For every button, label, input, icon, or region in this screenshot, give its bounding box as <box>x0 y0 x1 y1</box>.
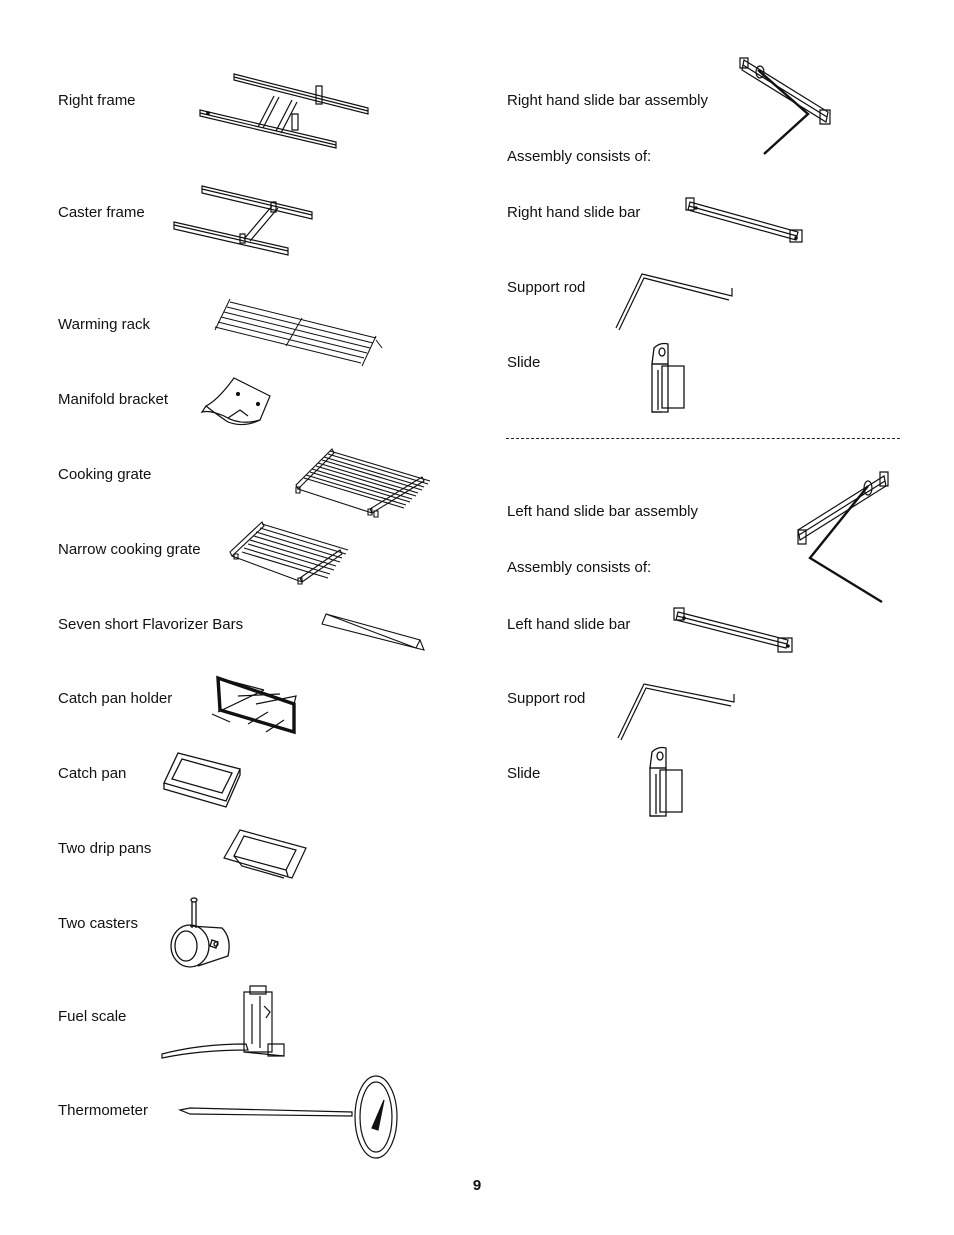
caster-frame-icon <box>172 184 317 259</box>
item-label-thermometer: Thermometer <box>58 1102 149 1119</box>
item-label-catch-pan-holder: Catch pan holder <box>58 690 173 707</box>
right-slide-bar-icon <box>684 196 808 248</box>
item-label-slide-right: Slide <box>507 354 541 371</box>
left-assembly-title: Left hand slide bar assembly <box>507 503 698 520</box>
slide-icon <box>648 340 690 416</box>
item-label-support-rod-left: Support rod <box>507 690 586 707</box>
item-label-right-slide-bar: Right hand slide bar <box>507 204 641 221</box>
left-slide-bar-icon <box>672 606 798 658</box>
warming-rack-icon <box>212 296 384 368</box>
thermometer-icon <box>178 1074 400 1162</box>
fuel-scale-icon <box>160 984 300 1064</box>
item-label-fuel-scale: Fuel scale <box>58 1008 127 1025</box>
slide-icon <box>646 744 688 822</box>
drip-pan-icon <box>220 826 310 882</box>
item-label-support-rod-right: Support rod <box>507 279 586 296</box>
section-divider <box>506 438 900 439</box>
item-label-caster-frame: Caster frame <box>58 204 145 221</box>
item-label-drip-pans: Two drip pans <box>58 840 152 857</box>
catch-pan-icon <box>160 749 244 807</box>
left-assembly-consists: Assembly consists of: <box>507 559 652 576</box>
item-label-flavorizer-bars: Seven short Flavorizer Bars <box>58 616 244 633</box>
narrow-cooking-grate-icon <box>228 520 352 586</box>
manifold-bracket-icon <box>200 374 276 430</box>
right-assembly-consists: Assembly consists of: <box>507 148 652 165</box>
item-label-left-slide-bar: Left hand slide bar <box>507 616 631 633</box>
item-label-cooking-grate: Cooking grate <box>58 466 152 483</box>
cooking-grate-icon <box>292 447 434 519</box>
flavorizer-bar-icon <box>320 610 428 654</box>
caster-icon <box>166 894 240 972</box>
item-label-narrow-cooking-grate: Narrow cooking grate <box>58 541 201 558</box>
support-rod-icon <box>612 268 738 332</box>
page-number: 9 <box>472 1177 482 1194</box>
support-rod-icon <box>614 678 740 742</box>
catch-pan-holder-icon <box>208 672 304 738</box>
item-label-manifold-bracket: Manifold bracket <box>58 391 169 408</box>
item-label-casters: Two casters <box>58 915 139 932</box>
right-frame-icon <box>196 72 376 152</box>
right-assembly-title: Right hand slide bar assembly <box>507 92 708 109</box>
item-label-catch-pan: Catch pan <box>58 765 127 782</box>
item-label-warming-rack: Warming rack <box>58 316 150 333</box>
item-label-right-frame: Right frame <box>58 92 136 109</box>
right-slide-bar-assembly-icon <box>738 56 832 160</box>
left-slide-bar-assembly-icon <box>796 468 892 606</box>
item-label-slide-left: Slide <box>507 765 541 782</box>
